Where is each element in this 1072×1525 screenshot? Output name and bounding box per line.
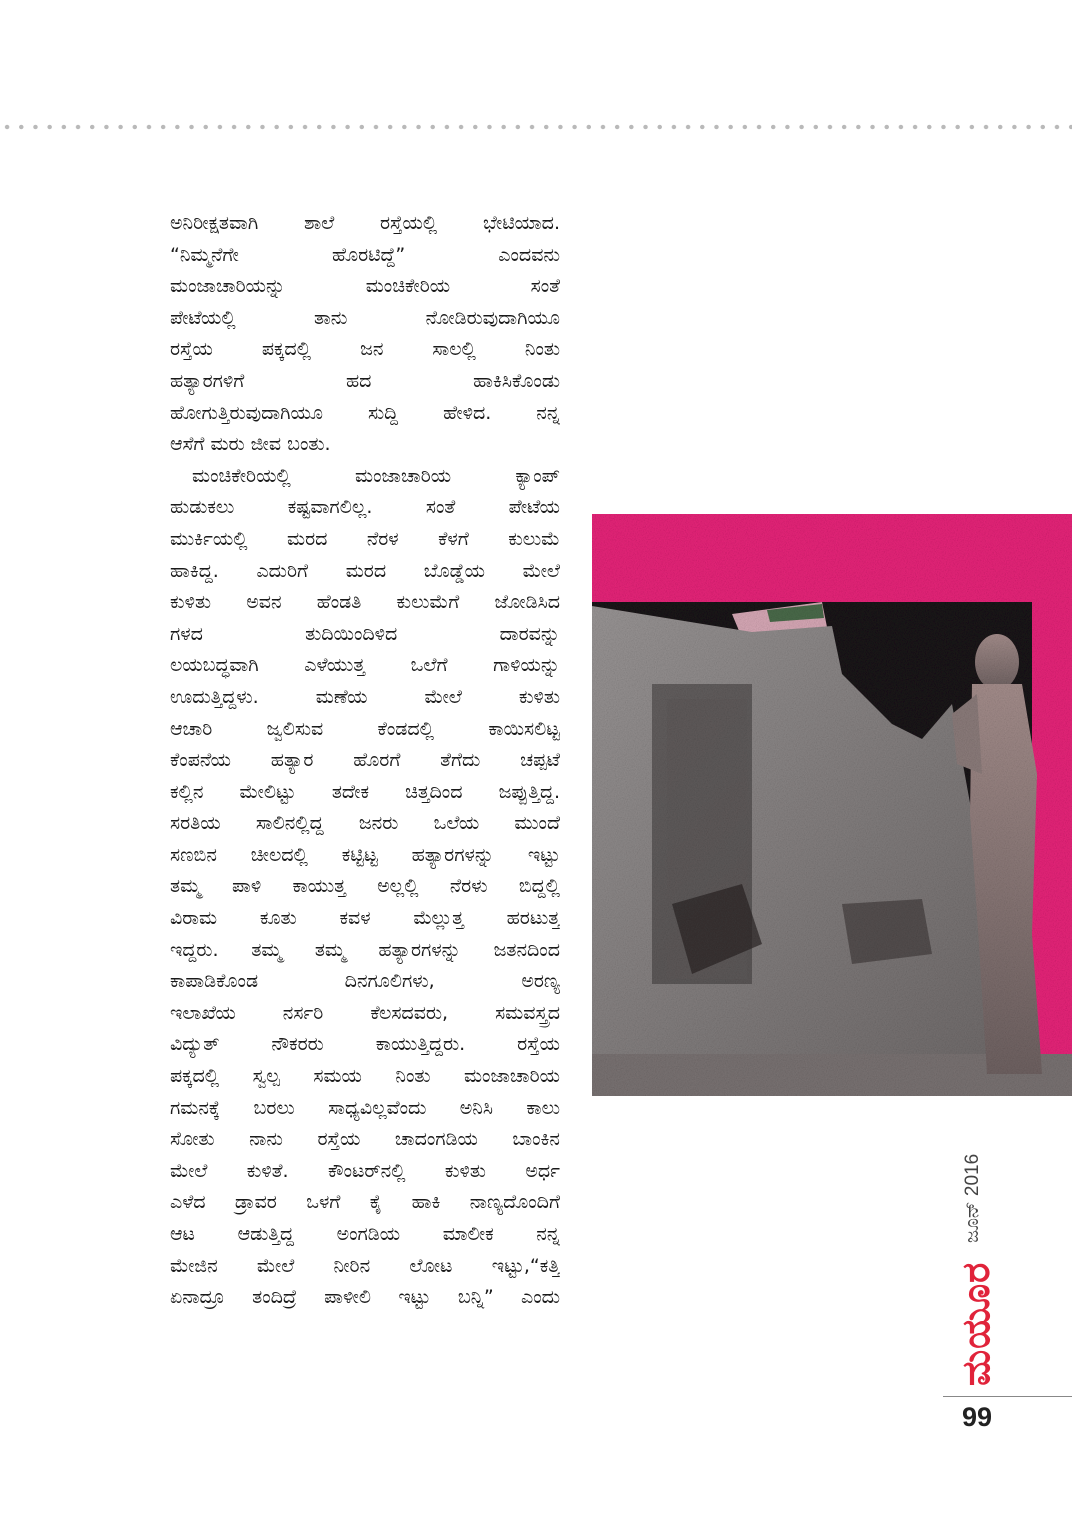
paragraph-2 (170, 461, 560, 1314)
article-body (170, 208, 560, 1314)
text-line: ಕಲ್ಲಿನ ಮೇಲಿಟ್ಟು ತದೇಕ ಚಿತ್ತದಿಂದ ಜಪ್ಪುತ್ತಿದ್ದ. (170, 780, 560, 803)
text-line: ಮಂಚಿಕೇರಿಯಲ್ಲಿ ಮಂಜಾಚಾರಿಯ ಕ್ಯಾಂಪ್ (192, 464, 560, 487)
text-line: ಎಳೆದ ಡ್ರಾವರ ಒಳಗೆ ಕೈ ಹಾಕಿ ನಾಣ್ಯದೊಂದಿಗೆ (170, 1191, 560, 1214)
text-line: ಸೋತು ನಾನು ರಸ್ತೆಯ ಚಾದಂಗಡಿಯ ಬಾಂಕಿನ (170, 1128, 560, 1151)
text-line: ಲಯಬದ್ಧವಾಗಿ ಎಳೆಯುತ್ತ ಒಲೆಗೆ ಗಾಳಿಯನ್ನು (170, 654, 560, 677)
text-line: ಮಂಜಾಚಾರಿಯನ್ನು ಮಂಚಿಕೇರಿಯ ಸಂತೆ (170, 275, 560, 298)
text-line: ಇಲಾಖೆಯ ನರ್ಸರಿ ಕೆಲಸದವರು, ಸಮವಸ್ತ್ರದ (170, 1001, 560, 1024)
text-line: ಆಟ ಆಡುತ್ತಿದ್ದ ಅಂಗಡಿಯ ಮಾಲೀಕ ನನ್ನ (170, 1223, 560, 1245)
text-line: ಸರತಿಯ ಸಾಲಿನಲ್ಲಿದ್ದ ಜನರು ಒಲೆಯ ಮುಂದೆ (170, 812, 560, 835)
text-line: ಪೇಟೆಯಲ್ಲಿ ತಾನು ನೋಡಿರುವುದಾಗಿಯೂ (170, 306, 560, 329)
text-line: ಗಳದ ತುದಿಯಿಂದಿಳಿದ ದಾರವನ್ನು (170, 622, 560, 645)
text-line: ರಸ್ತೆಯ ಪಕ್ಕದಲ್ಲಿ ಜನ ಸಾಲಲ್ಲಿ ನಿಂತು (170, 338, 560, 361)
text-line: ಹುಡುಕಲು ಕಷ್ಟವಾಗಲಿಲ್ಲ. ಸಂತೆ ಪೇಟೆಯ (170, 496, 560, 519)
text-line: ಕೆಂಪನೆಯ ಹತ್ಯಾರ ಹೊರಗೆ ತೆಗೆದು ಚಪ್ಪಟೆ (170, 749, 560, 772)
text-line: ಕಾಪಾಡಿಕೊಂಡ ದಿನಗೂಲಿಗಳು, ಅರಣ್ಯ (170, 970, 560, 993)
text-line: ಸಣಬಿನ ಚೀಲದಲ್ಲಿ ಕಟ್ಟಿಟ್ಟ ಹತ್ಯಾರಗಳನ್ನು ಇಟ್ಟು (170, 843, 560, 866)
sidebar-masthead (950, 1125, 1010, 1385)
text-line: ವಿದ್ಯುತ್ ನೌಕರರು ಕಾಯುತ್ತಿದ್ದರು. ರಸ್ತೆಯ (170, 1033, 560, 1056)
text-line: ಹಾಕಿದ್ದ. ಎದುರಿಗೆ ಮರದ ಬೊಡ್ಡೆಯ ಮೇಲೆ (170, 559, 560, 582)
magazine-logo-text: ಮಯೂರ (954, 1261, 998, 1386)
magazine-logo (950, 1260, 1010, 1390)
text-line: ಮುರ್ಕಿಯಲ್ಲಿ ಮರದ ನೆರಳ ಕೆಳಗೆ ಕುಲುಮೆ (170, 527, 560, 550)
text-line: ಹೋಗುತ್ತಿರುವುದಾಗಿಯೂ ಸುದ್ದಿ ಹೇಳಿದ. ನನ್ನ (170, 401, 560, 424)
footer-rule (943, 1396, 1072, 1397)
text-line: ಪಕ್ಕದಲ್ಲಿ ಸ್ವಲ್ಪ ಸಮಯ ನಿಂತು ಮಂಜಾಚಾರಿಯ (170, 1065, 560, 1088)
text-line: ಗಮನಕ್ಕೆ ಬರಲು ಸಾಧ್ಯವಿಲ್ಲವೆಂದು ಅನಿಸಿ ಕಾಲು (170, 1096, 560, 1119)
paragraph-1 (170, 208, 560, 461)
text-line: ಊದುತ್ತಿದ್ದಳು. ಮಣೆಯ ಮೇಲೆ ಕುಳಿತು (170, 685, 560, 708)
text-line: ಮೇಜಿನ ಮೇಲೆ ನೀರಿನ ಲೋಟ ಇಟ್ಟು,“ಕತ್ತಿ (170, 1254, 560, 1277)
page-number: 99 (962, 1402, 993, 1432)
text-line: ಕುಳಿತು ಅವನ ಹೆಂಡತಿ ಕುಲುಮೆಗೆ ಜೋಡಿಸಿದ (170, 591, 560, 614)
text-line: ಇದ್ದರು. ತಮ್ಮ ತಮ್ಮ ಹತ್ಯಾರಗಳನ್ನು ಜತನದಿಂದ (170, 938, 560, 961)
text-line: ತಮ್ಮ ಪಾಳಿ ಕಾಯುತ್ತ ಅಲ್ಲಲ್ಲಿ ನೆರಳು ಬಿದ್ದಲ್ಲಿ (170, 875, 560, 898)
text-line: ವಿರಾಮ ಕೂತು ಕವಳ ಮೆಲ್ಲುತ್ತ ಹರಟುತ್ತ (170, 907, 560, 930)
text-line: ಆಸೆಗೆ ಮರು ಜೀವ ಬಂತು. (170, 433, 331, 456)
text-line: ಮೇಲೆ ಕುಳಿತೆ. ಕೌಂಟರ್‌ನಲ್ಲಿ ಕುಳಿತು ಅರ್ಧ (170, 1159, 560, 1182)
dotted-divider (0, 122, 1072, 132)
issue-date (958, 1125, 998, 1245)
magenta-band (592, 514, 1072, 602)
illustration-photo (592, 514, 1072, 1096)
text-line: ಏನಾದ್ರೂ ತಂದಿದ್ರೆ ಪಾಳೀಲಿ ಇಟ್ಟು ಬನ್ನಿ” ಎಂದು (170, 1286, 560, 1309)
text-line: “ನಿಮ್ಮನೆಗೇ ಹೊರಟಿದ್ದೆ” ಎಂದವನು (170, 243, 560, 266)
text-line: ಆಚಾರಿ ಜ್ವಲಿಸುವ ಕೆಂಡದಲ್ಲಿ ಕಾಯಿಸಲಿಟ್ಟ (170, 717, 560, 740)
text-line: ಹತ್ಯಾರಗಳಿಗೆ ಹದ ಹಾಕಿಸಿಕೊಂಡು (170, 369, 560, 392)
text-line: ಅನಿರೀಕ್ಷತವಾಗಿ ಶಾಲೆ ರಸ್ತೆಯಲ್ಲಿ ಭೇಟಿಯಾದ. (170, 212, 560, 234)
issue-date-text: ಜೂನ್ 2016 (962, 1153, 983, 1243)
